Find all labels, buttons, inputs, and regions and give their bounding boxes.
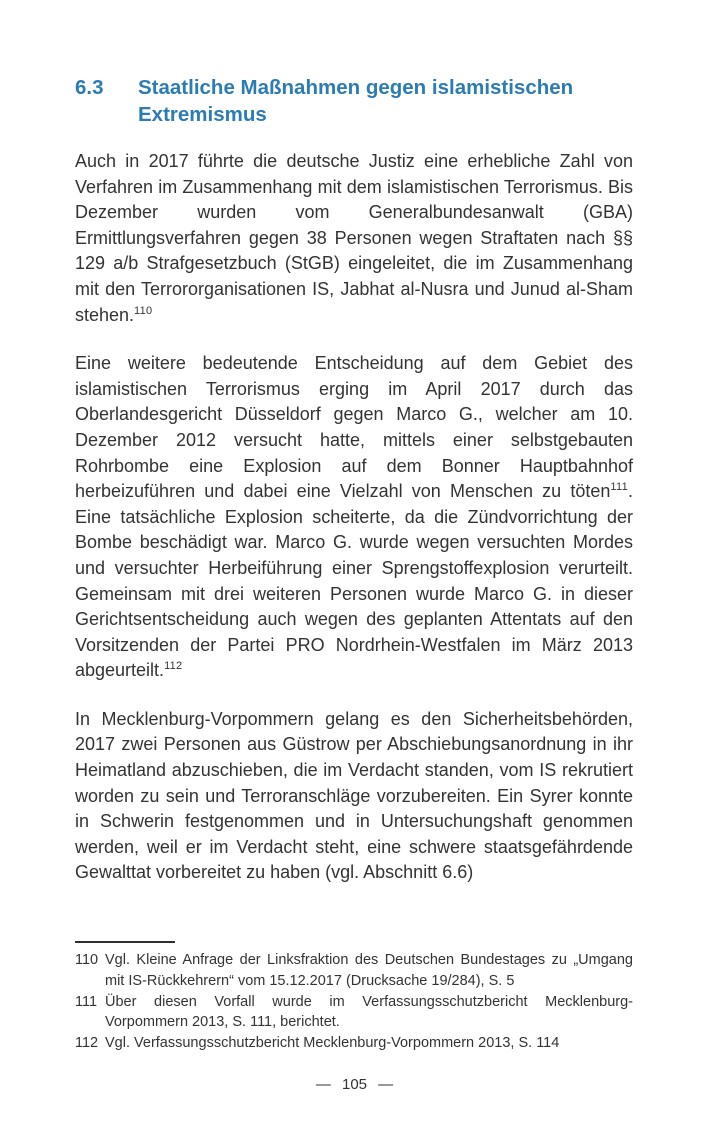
- section-number: 6.3: [75, 76, 104, 99]
- footnote-separator: [75, 941, 175, 943]
- footnote-ref-112: 112: [164, 660, 183, 673]
- footnotes-section: [75, 941, 633, 1054]
- footnote-112: [75, 1033, 633, 1054]
- footnote-number: 112: [75, 1035, 99, 1052]
- paragraph-2-text-b: . Eine tatsächliche Explosion scheiterte, da die Zündvorrichtung der Bombe beschädigt war. Marco G. wurde wegen versuchten Mordes und versuchter Herbeiführung einer Sprengstoffexplosion verurteilt. Gemeinsam mit drei weiteren Personen wurde Marco G. in dieser Gerichtsentscheidung auch wegen des geplanten Attentats auf den Vorsitzenden der Partei PRO Nordrhein-Westfalen im März 2013 abgeurteilt.: [75, 481, 633, 681]
- footnote-111: [75, 992, 633, 1034]
- section-heading: [75, 74, 633, 128]
- footnote-ref-111: 111: [610, 481, 628, 494]
- footnote-number: 111: [75, 993, 98, 1010]
- footnote-number: 110: [75, 952, 99, 968]
- section-title: Staatliche Maßnahmen gegen islamistischen Extremismus: [138, 76, 574, 126]
- footnote-ref-110: 110: [134, 304, 153, 317]
- paragraph-3: [75, 707, 633, 886]
- footnote-text: Vgl. Kleine Anfrage der Linksfraktion des Deutschen Bundestages zu „Umgang mit IS-Rückkehrern“ vom 15.12.2017 (Drucksache 19/284), S. 5: [105, 952, 633, 989]
- footnote-text: Vgl. Verfassungsschutzbericht Mecklenburg-Vorpommern 2013, S. 114: [105, 1035, 560, 1052]
- text-column: [75, 74, 633, 886]
- footnote-110: [75, 950, 633, 992]
- page-number: — 105 —: [315, 1076, 394, 1093]
- paragraph-3-text: In Mecklenburg-Vorpommern gelang es den Sicherheitsbehörden, 2017 zwei Personen aus Güstrow per Abschiebungsanordnung in ihr Heimatland abzuschieben, die im Verdacht standen, vom IS rekrutiert worden zu sein und Terroranschläge vorzubereiten. Ein Syrer konnte in Schwerin festgenommen und in Untersuchungshaft genommen werden, weil er im Verdacht steht, eine schwere staatsgefährdende Gewalttat vorbereitet zu haben (vgl. Abschnitt 6.6): [75, 708, 633, 883]
- paragraph-1: [75, 149, 633, 328]
- footnote-text: Über diesen Vorfall wurde im Verfassungsschutzbericht Mecklenburg-Vorpommern 2013, S. 111, berichtet.: [105, 993, 633, 1031]
- paragraph-2-text-a: Eine weitere bedeutende Entscheidung auf dem Gebiet des islamistischen Terrorismus erging im April 2017 durch das Oberlandesgericht Düsseldorf gegen Marco G., welcher am 10. Dezember 2012 versucht hatte, mittels einer selbstgebauten Rohrbombe eine Explosion auf dem Bonner Hauptbahnhof herbeizuführen und dabei eine Vielzahl von Menschen zu töten: [75, 353, 633, 502]
- paragraph-1-text: Auch in 2017 führte die deutsche Justiz eine erhebliche Zahl von Verfahren im Zusammenhang mit dem islamistischen Terrorismus. Bis Dezember wurden vom Generalbundesanwalt (GBA) Ermittlungsverfahren gegen 38 Personen wegen Straftaten nach §§ 129 a/b Strafgesetzbuch (StGB) eingeleitet, die im Zusammenhang mit den Terrororganisationen IS, Jabhat al-Nusra und Junud al-Sham stehen.: [75, 151, 633, 325]
- paragraph-2: [75, 351, 633, 684]
